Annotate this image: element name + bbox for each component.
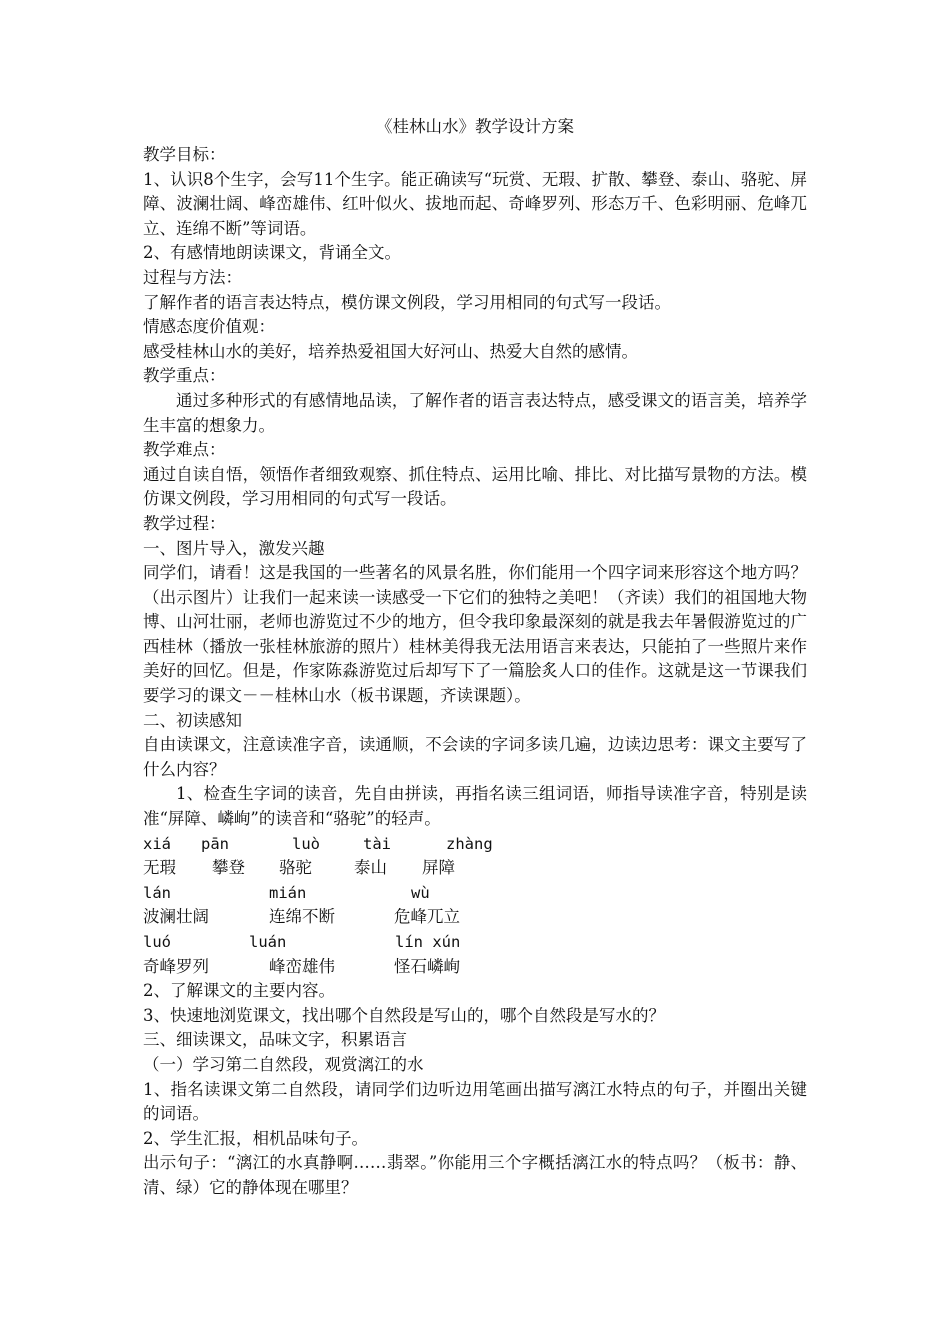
pinyin: luó <box>143 933 171 951</box>
vocab-word: 波澜壮阔 <box>143 907 209 927</box>
section-2-text: 自由读课文，注意读准字音，读通顺，不会读的字词多读几遍，边读边思考：课文主要写了什么内容？ <box>143 735 807 779</box>
vocab-word: 屏障 <box>422 858 455 878</box>
vocab-word: 攀登 <box>212 858 245 878</box>
section-2-item-1: 1、检查生字词的读音，先自由拼读，再指名读三组词语，师指导读准字音，特别是读准“屏障、嶙峋”的读音和“骆驼”的轻声。 <box>143 784 807 829</box>
pinyin: lín xún <box>395 933 461 951</box>
words-row-2 <box>143 905 807 930</box>
section-1-heading: 一、图片导入，激发兴趣 <box>143 538 325 558</box>
objectives-heading: 教学目标： <box>143 145 226 164</box>
vocab-word: 峰峦雄伟 <box>269 956 335 976</box>
subsection-1-text: 出示句子：“漓江的水真静啊……翡翠。”你能用三个字概括漓江水的特点吗？（板书：静、清、绿）它的静体现在哪里？ <box>143 1153 807 1197</box>
difficulties-heading: 教学难点： <box>143 440 226 460</box>
pinyin-row-2 <box>143 881 807 906</box>
vocab-word: 骆驼 <box>279 858 312 878</box>
section-1-text: 同学们，请看！这是我国的一些著名的风景名胜，你们能用一个四字词来形容这个地方吗？（出示图片）让我们一起来读一读感受一下它们的独特之美吧！（齐读）我们的祖国地大物博、山河壮丽，老师也游览过不少的地方，但令我印象最深刻的就是我去年暑假游览过的广西桂林（播放一张桂林旅游的照片）桂林美得我无法用语言来表达，只能拍了一些照片来作美好的回忆。但是，作家陈淼游览过后却写下了一篇脍炙人口的佳作。这就是这一节课我们要学习的课文－－桂林山水（板书课题，齐读课题）。 <box>143 563 807 706</box>
vocab-word: 奇峰罗列 <box>143 956 209 976</box>
pinyin: wù <box>411 883 430 902</box>
teaching-process-heading: 教学过程： <box>143 513 226 533</box>
process-method-heading: 过程与方法： <box>143 267 242 287</box>
subsection-1-item-2: 2、学生汇报，相机品味句子。 <box>143 1128 368 1148</box>
pinyin: pān <box>201 834 229 853</box>
difficulties-text: 通过自读自悟，领悟作者细致观察、抓住特点、运用比喻、排比、对比描写景物的方法。模仿课文例段，学习用相同的句式写一段话。 <box>143 464 807 509</box>
section-2-heading: 二、初读感知 <box>143 710 242 730</box>
pinyin-row-3 <box>143 930 807 955</box>
key-points-text: 通过多种形式的有感情地品读，了解作者的语言表达特点，感受课文的语言美，培养学生丰富的想象力。 <box>143 390 807 435</box>
subsection-1-heading: （一）学习第二自然段，观赏漓江的水 <box>143 1054 424 1074</box>
subsection-1-item-1: 1、指名读课文第二自然段，请同学们边听边用笔画出描写漓江水特点的句子，并圈出关键的词语。 <box>143 1079 807 1124</box>
vocab-word: 无瑕 <box>143 858 176 878</box>
pinyin: zhàng <box>446 834 493 853</box>
document-title: 《桂林山水》教学设计方案 <box>376 117 574 136</box>
vocab-word: 危峰兀立 <box>394 907 460 927</box>
vocab-word: 连绵不断 <box>269 907 335 927</box>
pinyin: luò <box>292 834 320 853</box>
pinyin: tài <box>363 834 391 853</box>
key-points-heading: 教学重点： <box>143 366 226 386</box>
section-3-heading: 三、细读课文，品味文字，积累语言 <box>143 1030 407 1050</box>
words-row-3 <box>143 955 807 980</box>
words-row-1 <box>143 856 807 881</box>
pinyin: luán <box>249 933 287 951</box>
objective-item-2: 2、有感情地朗读课文，背诵全文。 <box>143 243 401 263</box>
pinyin-row-1 <box>143 832 807 857</box>
pinyin: mián <box>269 883 307 902</box>
section-2-item-3: 3、快速地浏览课文，找出哪个自然段是写山的，哪个自然段是写水的？ <box>143 1005 665 1025</box>
vocab-word: 怪石嶙峋 <box>394 956 460 976</box>
process-method-text: 了解作者的语言表达特点，模仿课文例段，学习用相同的句式写一段话。 <box>143 292 671 312</box>
emotion-text: 感受桂林山水的美好，培养热爱祖国大好河山、热爱大自然的感情。 <box>143 341 638 361</box>
pinyin: xiá <box>143 834 171 853</box>
pinyin: lán <box>143 883 171 902</box>
section-2-item-2: 2、了解课文的主要内容。 <box>143 981 335 1001</box>
emotion-heading: 情感态度价值观： <box>143 317 275 337</box>
objective-item-1: 1、认识8个生字，会写11个生字。能正确读写“玩赏、无瑕、扩散、攀登、泰山、骆驼、屏障、波澜壮阔、峰峦雄伟、红叶似火、拔地而起、奇峰罗列、形态万千、色彩明丽、危峰兀立、连绵不断”等词语。 <box>143 169 807 238</box>
vocab-word: 泰山 <box>354 858 387 878</box>
